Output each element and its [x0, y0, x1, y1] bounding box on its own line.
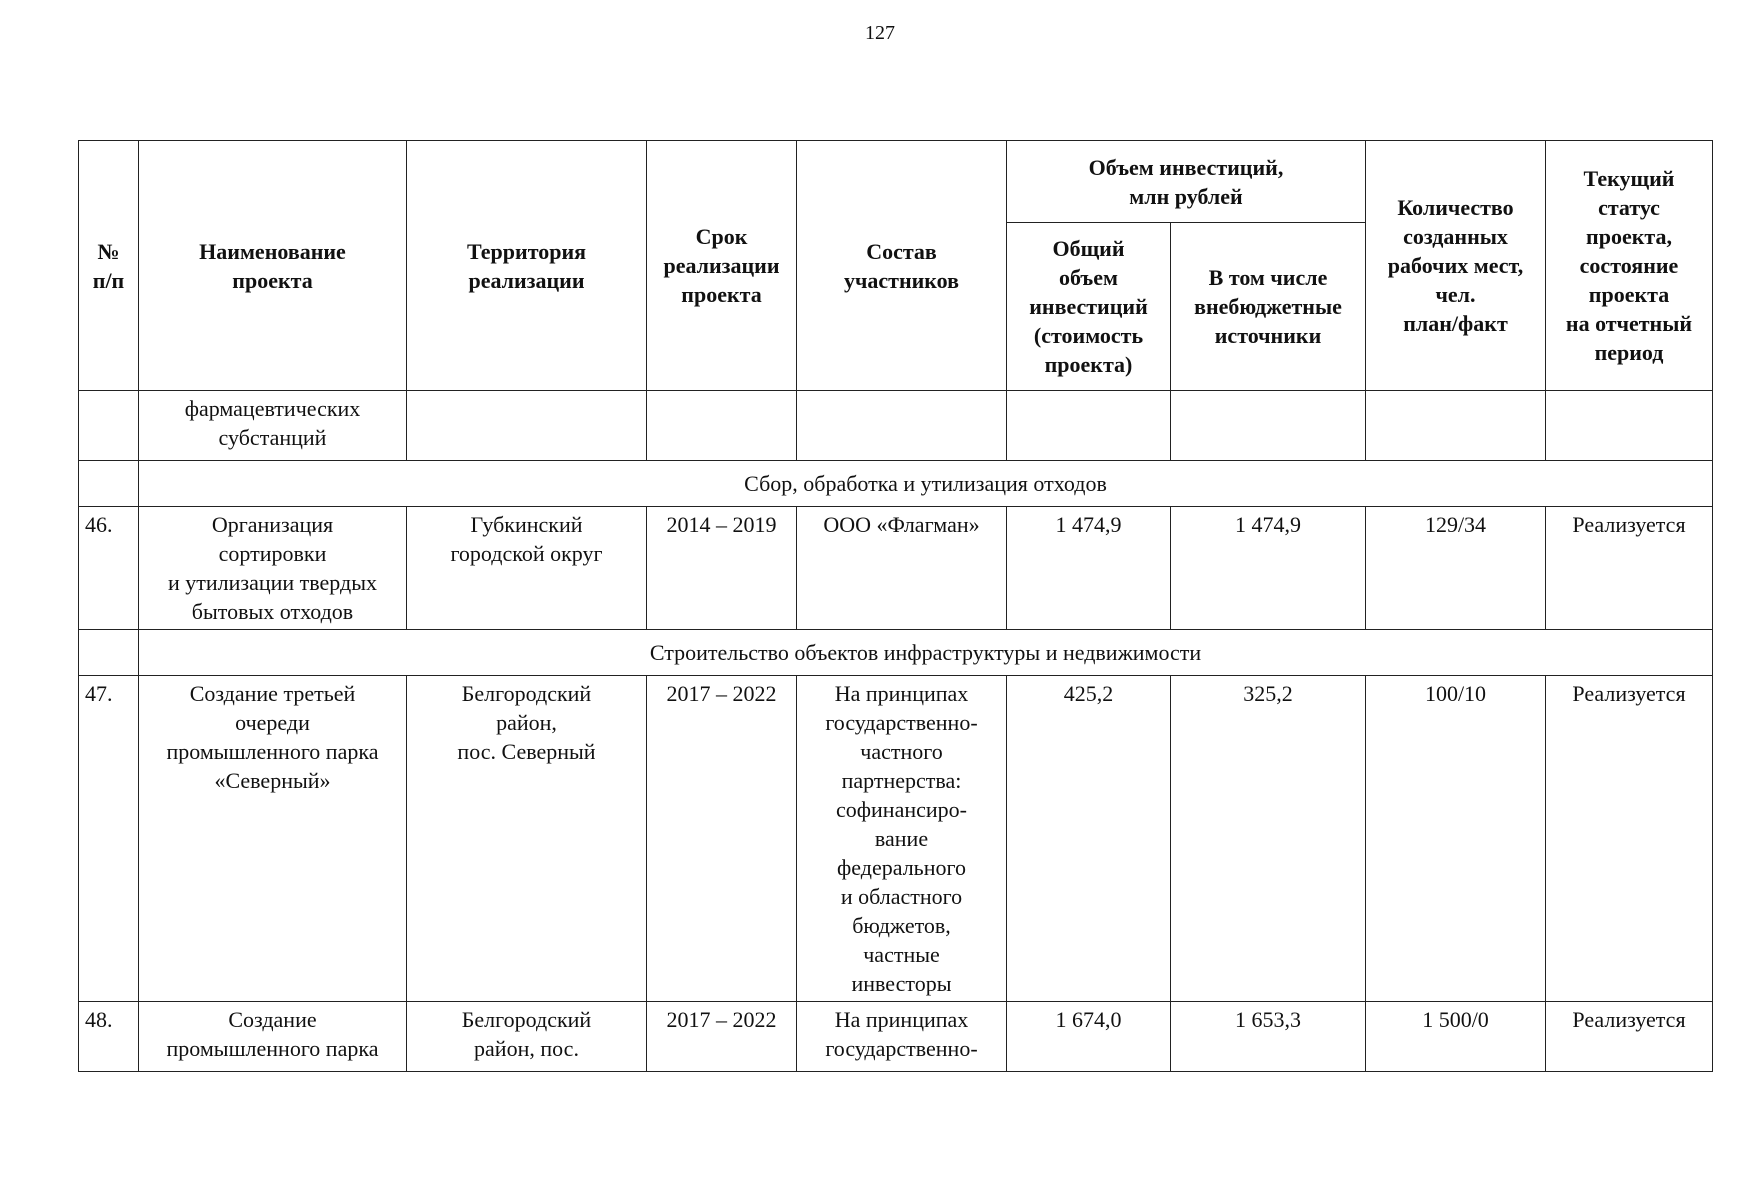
cell-territory-line: пос. Северный — [457, 739, 596, 764]
table-body — [79, 391, 1713, 1072]
cell-extra-budget — [1171, 391, 1366, 461]
cell-project-name-line: Создание — [228, 1007, 317, 1032]
page-number: 127 — [865, 22, 895, 44]
cell-total — [1007, 391, 1171, 461]
header-line: внебюджетные — [1194, 294, 1342, 319]
cell-status: Реализуется — [1546, 507, 1713, 630]
cell-territory-line: Белгородский — [461, 681, 592, 706]
header-line: млн рублей — [1129, 183, 1243, 209]
cell-project-name-line: очереди — [235, 710, 310, 735]
cell-participants-line: частного — [860, 739, 943, 764]
header-line: инвестиций — [1029, 294, 1148, 319]
cell-jobs: 129/34 — [1366, 507, 1546, 630]
cell-participants — [797, 507, 1007, 630]
header-line: на отчетный — [1565, 311, 1693, 336]
cell-term: 2014 – 2019 — [647, 507, 797, 630]
cell-participants — [797, 676, 1007, 1002]
cell-territory — [407, 1002, 647, 1072]
header-line: план/факт — [1403, 311, 1508, 336]
header-line: проекта, — [1586, 224, 1672, 249]
cell-extra-budget: 1 653,3 — [1171, 1002, 1366, 1072]
cell-participants-line: и областного — [840, 884, 963, 909]
header-line: Общий — [1052, 236, 1125, 261]
cell-project-name-line: сортировки — [218, 541, 327, 566]
cell-status: Реализуется — [1546, 1002, 1713, 1072]
header-territory — [407, 141, 647, 391]
cell-participants-line: государственно- — [825, 1036, 978, 1061]
header-line: Объем инвестиций, — [1088, 154, 1284, 180]
header-line: (стоимость — [1033, 323, 1144, 348]
header-line: п/п — [92, 267, 125, 293]
cell-participants-line: ООО «Флагман» — [823, 512, 980, 537]
cell-project-name-line: субстанций — [218, 425, 327, 450]
header-line: Срок — [695, 224, 748, 249]
cell-num — [79, 391, 139, 461]
table-row — [79, 507, 1713, 630]
cell-territory-line: Белгородский — [461, 1007, 592, 1032]
header-line: созданных — [1403, 224, 1508, 249]
cell-territory-line: район, пос. — [474, 1036, 579, 1061]
cell-project-name-line: бытовых отходов — [191, 599, 354, 624]
cell-participants-line: инвесторы — [851, 971, 952, 996]
header-line: Территория — [466, 238, 587, 264]
header-line: реализации — [468, 267, 585, 293]
header-line: объем — [1058, 265, 1119, 290]
header-participants — [797, 141, 1007, 391]
header-line: чел. — [1435, 282, 1476, 307]
cell-territory — [407, 676, 647, 1002]
cell-territory-line: Губкинский — [470, 512, 583, 537]
cell-territory-line: городской округ — [450, 541, 603, 566]
section-title: Сбор, обработка и утилизация отходов — [139, 461, 1713, 507]
cell-participants-line: государственно- — [825, 710, 978, 735]
cell-project-name — [139, 1002, 407, 1072]
header-line: состояние — [1579, 253, 1679, 278]
cell-participants — [797, 391, 1007, 461]
cell-territory-line: район, — [496, 710, 557, 735]
header-term — [647, 141, 797, 391]
header-extra-budget — [1171, 223, 1366, 391]
cell-extra-budget: 325,2 — [1171, 676, 1366, 1002]
header-line: период — [1594, 340, 1664, 365]
cell-participants-line: На принципах — [834, 681, 969, 706]
cell-participants-line: бюджетов, — [852, 913, 951, 938]
header-line: участников — [843, 267, 960, 293]
cell-project-name-line: и утилизации твердых — [167, 570, 377, 595]
cell-jobs — [1366, 391, 1546, 461]
header-line: проекта — [232, 267, 313, 293]
cell-total: 1 474,9 — [1007, 507, 1171, 630]
header-line: проекта) — [1044, 352, 1133, 377]
header-project-name — [139, 141, 407, 391]
header-line: № — [97, 238, 120, 264]
cell-project-name-line: «Северный» — [214, 768, 331, 793]
cell-status — [1546, 391, 1713, 461]
table-section-row — [79, 630, 1713, 676]
cell-participants-line: федерального — [837, 855, 966, 880]
cell-participants-line: На принципах — [834, 1007, 969, 1032]
header-line: рабочих мест, — [1387, 253, 1524, 278]
cell-extra-budget: 1 474,9 — [1171, 507, 1366, 630]
cell-participants-line: вание — [874, 826, 929, 851]
header-num — [79, 141, 139, 391]
cell-project-name-line: промышленного парка — [166, 739, 379, 764]
cell-term — [647, 391, 797, 461]
cell-project-name-line: промышленного парка — [166, 1036, 379, 1061]
header-line: проекта — [1588, 282, 1670, 307]
cell-num — [79, 630, 139, 676]
cell-num — [79, 461, 139, 507]
cell-project-name-line: фармацевтических — [184, 396, 361, 421]
cell-project-name — [139, 676, 407, 1002]
header-investment-volume — [1007, 141, 1366, 223]
cell-num: 48. — [79, 1002, 139, 1072]
cell-participants-line: частные — [863, 942, 940, 967]
cell-status: Реализуется — [1546, 676, 1713, 1002]
table-row — [79, 676, 1713, 1002]
cell-territory — [407, 391, 647, 461]
investment-projects-table — [78, 140, 1713, 1072]
header-jobs — [1366, 141, 1546, 391]
header-line: проекта — [681, 282, 762, 307]
cell-jobs: 1 500/0 — [1366, 1002, 1546, 1072]
header-status — [1546, 141, 1713, 391]
cell-term: 2017 – 2022 — [647, 676, 797, 1002]
cell-project-name-line: Организация — [211, 512, 334, 537]
header-line: Состав — [866, 238, 937, 264]
header-line: статус — [1598, 195, 1660, 220]
header-total-investment — [1007, 223, 1171, 391]
table-section-row — [79, 461, 1713, 507]
cell-jobs: 100/10 — [1366, 676, 1546, 1002]
cell-participants-line: софинансиро- — [836, 797, 967, 822]
cell-participants-line: партнерства: — [841, 768, 962, 793]
header-line: В том числе — [1208, 265, 1328, 290]
cell-project-name — [139, 507, 407, 630]
header-line: Текущий — [1583, 166, 1675, 191]
table-row-continuation — [79, 391, 1713, 461]
cell-num: 46. — [79, 507, 139, 630]
section-title: Строительство объектов инфраструктуры и недвижимости — [139, 630, 1713, 676]
cell-term: 2017 – 2022 — [647, 1002, 797, 1072]
header-line: реализации — [663, 253, 780, 278]
header-line: источники — [1214, 323, 1322, 348]
cell-total: 425,2 — [1007, 676, 1171, 1002]
header-line: Количество — [1397, 195, 1514, 220]
cell-project-name — [139, 391, 407, 461]
cell-num: 47. — [79, 676, 139, 1002]
cell-participants — [797, 1002, 1007, 1072]
cell-project-name-line: Создание третьей — [189, 681, 356, 706]
header-line: Наименование — [199, 238, 346, 264]
cell-total: 1 674,0 — [1007, 1002, 1171, 1072]
table-row — [79, 1002, 1713, 1072]
cell-territory — [407, 507, 647, 630]
